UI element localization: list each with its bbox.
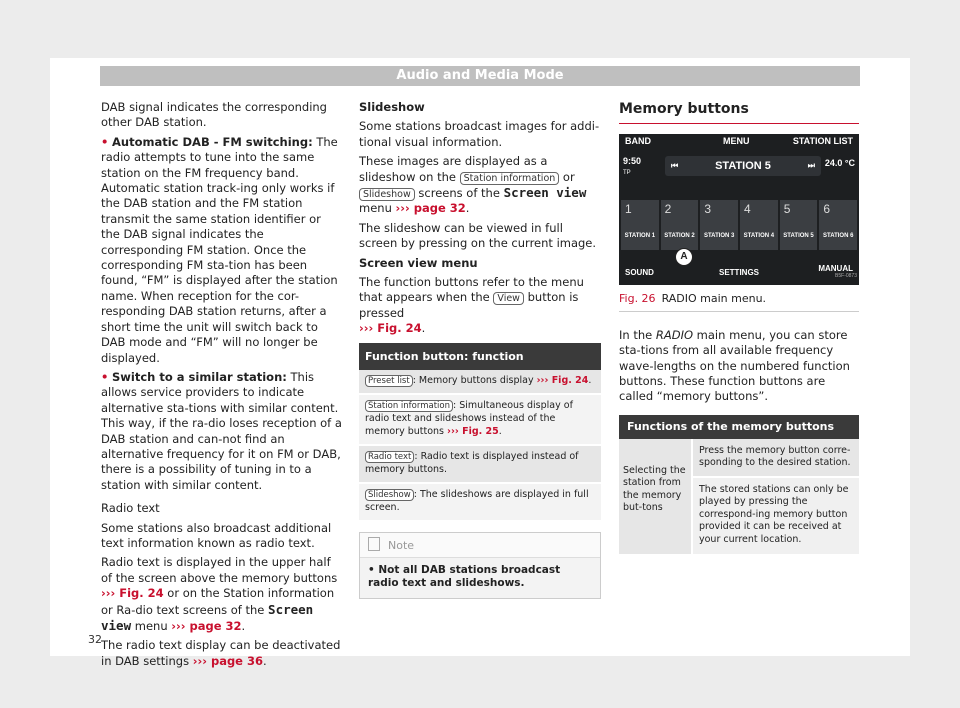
page-number: 32 xyxy=(88,633,102,646)
radio-text-heading: Radio text xyxy=(101,501,160,516)
paragraph: Some stations also broadcast additional text information known as radio text. xyxy=(101,520,332,550)
table-header: Functions of the memory buttons xyxy=(619,415,859,439)
note-icon xyxy=(368,537,380,551)
paragraph: These images are displayed as a slideshow on the Station information or Slideshow screens of the Screen view menu ››› page 32. xyxy=(359,154,587,216)
radio-text-button[interactable]: Radio text xyxy=(365,451,414,463)
screen-view-menu-heading: Screen view menu xyxy=(359,255,478,270)
function-button-table xyxy=(359,343,601,522)
table-cell: The stored stations can only be played by pressing the correspond-ing memory button provided it can be received at your current location. xyxy=(693,478,859,555)
paragraph: In the RADIO main menu, you can store sta-tions from all available frequency wave-lengths on the numbered function buttons. These function buttons are called “memory buttons”. xyxy=(619,327,850,404)
figure-caption: Fig. 26 RADIO main menu. xyxy=(619,291,859,311)
manual-button[interactable]: MANUAL xyxy=(818,264,853,273)
table-cell: Selecting the station from the memory but-tons xyxy=(619,439,693,555)
menu-button[interactable]: MENU xyxy=(723,136,750,147)
page-link[interactable]: ››› page 32 xyxy=(171,619,242,633)
fig-link[interactable]: ››› Fig. 24 xyxy=(101,586,164,601)
table-row: Preset list : Memory buttons display ››› Fig. 24. xyxy=(359,370,601,395)
column-left xyxy=(101,100,343,673)
page-link[interactable]: ››› page 36 xyxy=(192,653,263,668)
preset-row xyxy=(621,200,857,250)
note-text: Not all DAB stations broadcast radio text and slideshows. xyxy=(368,564,561,590)
column-right xyxy=(619,100,860,554)
note-label: Note xyxy=(388,538,415,552)
paragraph: The radio text display can be deactivated in DAB settings ››› page 36. xyxy=(101,638,341,668)
view-button[interactable]: View xyxy=(493,292,524,305)
bullet-icon: • xyxy=(101,134,109,149)
station-list-button[interactable]: STATION LIST xyxy=(792,136,853,147)
table-row: Slideshow : The slideshows are displayed in full screen. xyxy=(359,484,601,522)
paragraph: The slideshow can be viewed in full screen by pressing on the current image. xyxy=(359,220,597,251)
prev-icon[interactable]: ⏮ xyxy=(671,161,679,171)
paragraph: The function buttons refer to the menu that appears when the View button is pressed ››› Fig. 24. xyxy=(359,275,584,336)
column-middle xyxy=(359,100,601,599)
bullet-icon: • xyxy=(101,369,109,384)
slideshow-heading: Slideshow xyxy=(359,100,425,114)
settings-button[interactable]: SETTINGS xyxy=(719,268,760,277)
section-header: Audio and Media Mode xyxy=(100,66,860,86)
slideshow-button[interactable]: Slideshow xyxy=(365,489,414,501)
sound-button[interactable]: SOUND xyxy=(625,268,654,277)
table-row: Radio text : Radio text is displayed instead of memory buttons. xyxy=(359,446,601,484)
fig-link[interactable]: ››› Fig. 24 xyxy=(359,321,422,336)
bullet-similar-station: • Switch to a similar station: This allows service providers to indicate alternative sta-tions with similar content. This way, if the ra-dio loses reception of a DAB station and can-not find an alternative frequency for it on FM or DAB, there is a possibility of tuning in to a station with similar content. xyxy=(101,369,342,492)
figure-code: B5F-0873 xyxy=(835,273,857,279)
paragraph: Radio text is displayed in the upper half of the screen above the memory buttons ››› Fig. 24 or on the Station information or Ra-dio text screens of the Screen view menu ››› page 32. xyxy=(101,555,338,633)
current-station: ⏮ STATION 5 ⏭ xyxy=(665,156,821,176)
memory-buttons-heading: Memory buttons xyxy=(619,102,859,124)
table-header: Function button: function xyxy=(359,343,601,370)
memory-button-1[interactable]: 1 STATION 1 xyxy=(621,200,659,250)
clock: 9:50 xyxy=(623,156,642,167)
tp-indicator: TP xyxy=(623,170,631,177)
memory-button-3[interactable]: 3 STATION 3 xyxy=(700,200,738,250)
preset-list-button[interactable]: Preset list xyxy=(365,375,413,387)
bullet-auto-switching: • Automatic DAB - FM switching: The radio attempts to tune into the same station on the FM frequency band. Automatic station track-ing only works if the DAB station and the FM station transmit the same station identifier or the DAB signal indicates the corresponding FM station. Once the corresponding FM sta-tion has been found, “FM” is displayed after the station name. When reception for the cor-responding DAB station returns, after a short time the unit will switch back to DAB mode and “FM” will no longer be displayed. xyxy=(101,134,338,365)
band-button[interactable]: BAND xyxy=(625,136,651,147)
memory-functions-table xyxy=(619,415,859,555)
memory-button-5[interactable]: 5 STATION 5 xyxy=(780,200,818,250)
temperature: 24.0 °C xyxy=(824,158,855,169)
next-icon[interactable]: ⏭ xyxy=(807,161,815,171)
note-box: Note • Not all DAB stations broadcast radio text and slideshows. xyxy=(359,532,601,599)
station-information-button[interactable]: Station information xyxy=(460,172,560,185)
station-information-button[interactable]: Station information xyxy=(365,400,453,412)
callout-a: A xyxy=(675,248,693,266)
memory-button-4[interactable]: 4 STATION 4 xyxy=(740,200,778,250)
table-cell: Press the memory button corre-sponding to the desired station. xyxy=(693,439,859,478)
table-row: Station information : Simultaneous display of radio text and slideshows instead of the memory buttons ››› Fig. 25. xyxy=(359,395,601,446)
paragraph: Some stations broadcast images for addi-tional visual information. xyxy=(359,119,600,149)
radio-screen-figure xyxy=(619,134,859,285)
memory-button-6[interactable]: 6 STATION 6 xyxy=(819,200,857,250)
page-link[interactable]: ››› page 32 xyxy=(395,201,466,216)
slideshow-button[interactable]: Slideshow xyxy=(359,188,415,201)
memory-button-2[interactable]: 2 STATION 2 xyxy=(661,200,699,250)
paragraph: DAB signal indicates the corresponding other DAB station. xyxy=(101,100,327,130)
